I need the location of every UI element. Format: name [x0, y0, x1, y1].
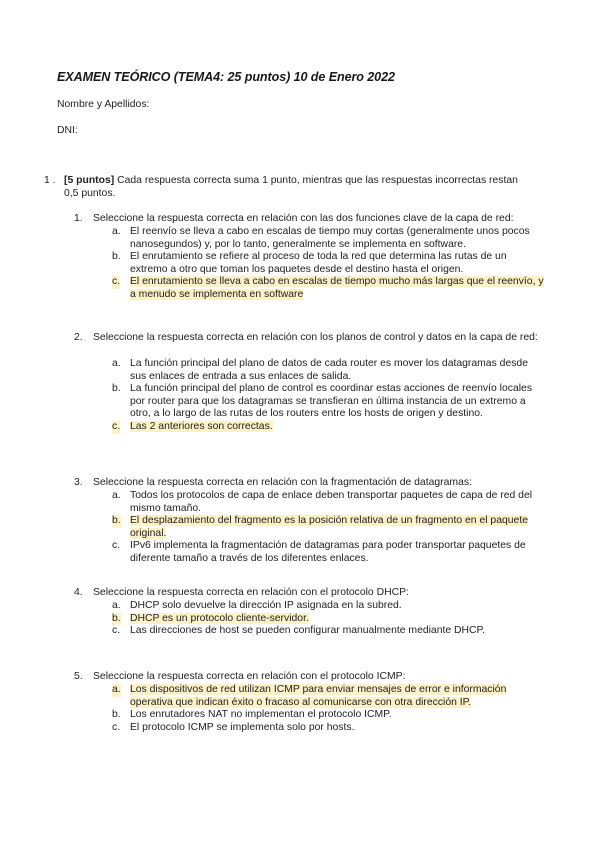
- option-text: El protocolo ICMP se implementa solo por hosts.: [130, 721, 355, 733]
- option-text: DHCP solo devuelve la dirección IP asignada en la subred.: [130, 600, 402, 611]
- option-b: b. Los enrutadores NAT no implementan el protocolo ICMP.: [112, 709, 392, 721]
- option-list: [112, 684, 544, 734]
- section-points: [5 puntos]: [64, 175, 115, 186]
- option-a: a. Todos los protocolos de capa de enlace deben transportar paquetes de capa de red del mismo tamaño.: [112, 490, 533, 514]
- question-number: 3.: [74, 477, 83, 488]
- option-text: DHCP es un protocolo cliente-servidor.: [130, 612, 309, 624]
- option-b: b. El enrutamiento se refiere al proceso de toda la red que determina las rutas de un extremo a otro que toman los paquetes desde el destino hasta el origen.: [112, 251, 507, 275]
- question-number: 1.: [74, 213, 83, 224]
- option-text: El enrutamiento se lleva a cabo en escalas de tiempo mucho más largas que el reenvío, y a menudo se implementa en software: [130, 276, 544, 300]
- question-text: Seleccione la respuesta correcta en relación con los planos de control y datos en la capa de red:: [93, 332, 538, 343]
- option-text: El desplazamiento del fragmento es la posición relativa de un fragmento en el paquete original.: [130, 515, 528, 539]
- option-a: a. La función principal del plano de datos de cada router es mover los datagramas desde sus enlaces de entrada a sus enlaces de salida.: [112, 358, 528, 382]
- option-text: La función principal del plano de control es coordinar estas acciones de reenvío locales por router para que los datagramas se transfieran en última instancia de un extremo a otro, a lo largo de las rutas de los routers entre los hosts de origen y destino.: [130, 383, 533, 420]
- option-b-correct: b. El desplazamiento del fragmento es la posición relativa de un fragmento en el paquete original.: [112, 515, 528, 539]
- option-list: [112, 226, 544, 302]
- option-text: Todos los protocolos de capa de enlace deben transportar paquetes de capa de red del mismo tamaño.: [130, 490, 533, 514]
- option-text: El reenvío se lleva a cabo en escalas de tiempo muy cortas (generalmente unos pocos nanosegundos) y, por lo tanto, generalmente se implementa en software.: [130, 226, 530, 250]
- option-c: c. Las direcciones de host se pueden configurar manualmente mediante DHCP.: [112, 625, 486, 637]
- question-number: 4.: [74, 587, 83, 598]
- name-field-label: Nombre y Apellidos:: [57, 99, 150, 110]
- exam-title: EXAMEN TEÓRICO (TEMA4: 25 puntos) 10 de Enero 2022: [57, 70, 395, 84]
- option-text: La función principal del plano de datos de cada router es mover los datagramas desde sus enlaces de entrada a sus enlaces de salida.: [130, 358, 528, 382]
- option-list: [112, 358, 544, 434]
- option-c-correct: c. Las 2 anteriores son correctas.: [112, 420, 273, 432]
- option-c-correct: c. El enrutamiento se lleva a cabo en escalas de tiempo mucho más largas que el reenvío, y a menudo se implementa en software: [112, 276, 544, 300]
- section-number: 1 .: [44, 175, 56, 186]
- option-c: c. El protocolo ICMP se implementa solo por hosts.: [112, 721, 355, 733]
- option-a: a. El reenvío se lleva a cabo en escalas de tiempo muy cortas (generalmente unos pocos nanosegundos) y, por lo tanto, generalmente se implementa en software.: [112, 226, 530, 250]
- question-text: Seleccione la respuesta correcta en relación con la fragmentación de datagramas:: [93, 477, 472, 488]
- option-b-correct: b. DHCP es un protocolo cliente-servidor.: [112, 612, 309, 624]
- option-list: [112, 490, 544, 566]
- option-text: Las direcciones de host se pueden configurar manualmente mediante DHCP.: [130, 625, 486, 637]
- option-text: El enrutamiento se refiere al proceso de toda la red que determina las rutas de un extremo a otro que toman los paquetes desde el destino hasta el origen.: [130, 251, 507, 275]
- question-text: Seleccione la respuesta correcta en relación con el protocolo ICMP:: [93, 671, 406, 682]
- option-b: b. La función principal del plano de control es coordinar estas acciones de reenvío locales por router para que los datagramas se transfieran en última instancia de un extremo a otro, a lo largo de las rutas de los routers entre los hosts de origen y destino.: [112, 383, 533, 420]
- option-text: Los dispositivos de red utilizan ICMP para enviar mensajes de error e información operativa que indican éxito o fracaso al comunicarse con otra dirección IP.: [130, 684, 507, 708]
- option-text: IPv6 implementa la fragmentación de datagramas para poder transportar paquetes de diferente tamaño a través de los diferentes enlaces.: [130, 540, 526, 564]
- option-text: Los enrutadores NAT no implementan el protocolo ICMP.: [130, 709, 392, 721]
- option-a-correct: a. Los dispositivos de red utilizan ICMP para enviar mensajes de error e información operativa que indican éxito o fracaso al comunicarse con otra dirección IP.: [112, 684, 507, 708]
- option-list: [112, 600, 544, 638]
- option-a: a. DHCP solo devuelve la dirección IP asignada en la subred.: [112, 600, 402, 611]
- option-text: Las 2 anteriores son correctas.: [130, 420, 273, 432]
- question-number: 5.: [74, 671, 83, 682]
- dni-field-label: DNI:: [57, 125, 78, 136]
- question-text: Seleccione la respuesta correcta en relación con las dos funciones clave de la capa de red:: [93, 213, 514, 224]
- section-intro-text: Cada respuesta correcta suma 1 punto, mientras que las respuestas incorrectas restan 0,5 puntos.: [64, 175, 518, 199]
- question-text: Seleccione la respuesta correcta en relación con el protocolo DHCP:: [93, 587, 409, 598]
- question-number: 2.: [74, 332, 83, 343]
- option-c: c. IPv6 implementa la fragmentación de datagramas para poder transportar paquetes de diferente tamaño a través de los diferentes enlaces.: [112, 540, 526, 564]
